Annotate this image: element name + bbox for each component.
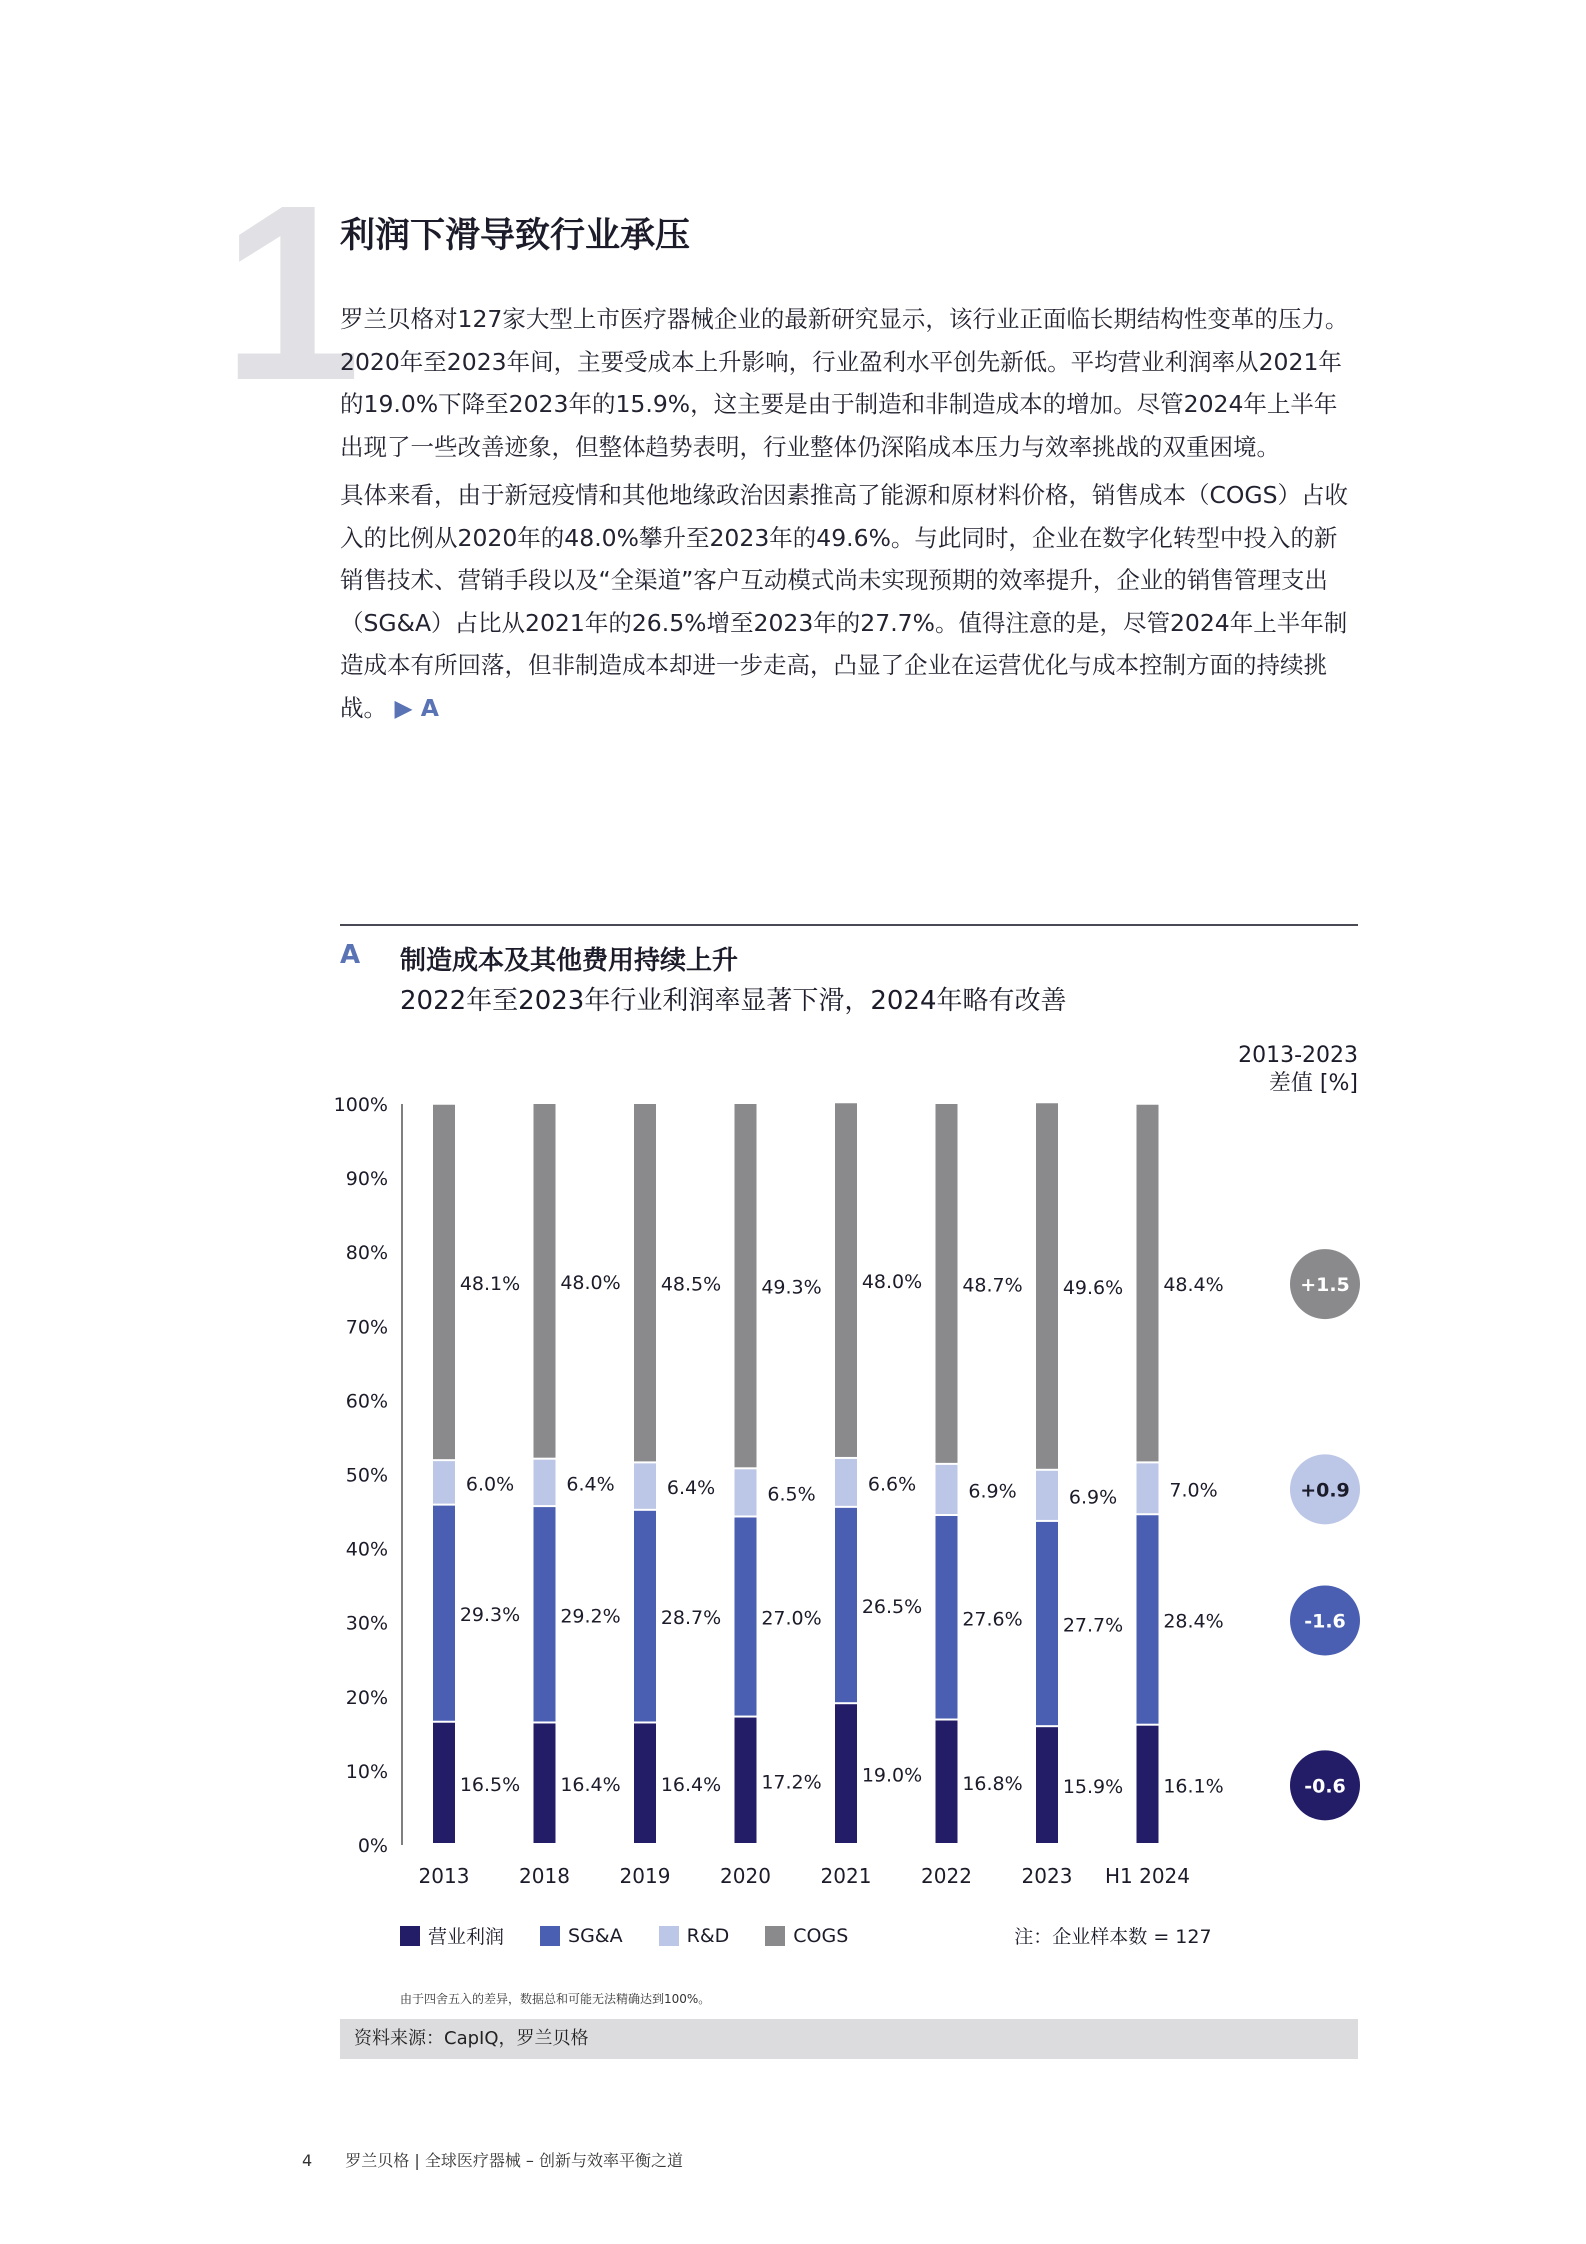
data-label: 48.7% [962, 1274, 1023, 1297]
bar-segment-营业利润 [735, 1718, 757, 1843]
data-label: 49.6% [1062, 1277, 1124, 1300]
legend-swatch [765, 1926, 785, 1946]
section-number: 1 [222, 153, 362, 432]
data-label: 48.0% [861, 1271, 923, 1294]
paragraph-1: 罗兰贝格对127家大型上市医疗器械企业的最新研究显示，该行业正面临长期结构性变革的压力。2020年至2023年间，主要受成本上升影响，行业盈利水平创先新低。平均营业利润率从2021年的19.0%下降至2023年的15.9%，这主要是由于制造和非制造成本的增加。尽管2024年上半年出现了一些改善迹象，但整体趋势表明，行业整体仍深陷成本压力与效率挑战的双重困境。 [340, 305, 1349, 461]
data-label: 6.9% [968, 1480, 1017, 1503]
data-label: 6.5% [767, 1483, 816, 1506]
page-number: 4 [302, 2151, 313, 2170]
data-label: 6.4% [666, 1477, 716, 1500]
bar-segment-营业利润 [1137, 1726, 1159, 1843]
figure-a-link[interactable]: ▶ A [394, 693, 439, 722]
data-label: 6.9% [1068, 1486, 1118, 1509]
x-tick-label: H1 2024 [1104, 1864, 1191, 1888]
y-tick-label: 90% [345, 1168, 388, 1191]
bar-segment-SG&A [433, 1506, 455, 1721]
bar-segment-SG&A [835, 1508, 857, 1702]
data-label: 7.0% [1169, 1479, 1218, 1502]
legend-swatch [540, 1926, 560, 1946]
y-tick-label: 70% [345, 1316, 388, 1339]
data-label: 48.1% [459, 1272, 521, 1295]
data-label: 27.0% [761, 1607, 822, 1630]
legend-label: SG&A [568, 1924, 623, 1947]
bar-segment-SG&A [1137, 1515, 1159, 1723]
data-label: 28.7% [660, 1607, 722, 1630]
difference-label: +0.9 [1300, 1479, 1350, 1502]
bar-segment-R&D [534, 1460, 556, 1505]
y-tick-label: 20% [345, 1686, 388, 1709]
bar-segment-COGS [1137, 1105, 1159, 1462]
footer-text: 罗兰贝格 | 全球医疗器械 – 创新与效率平衡之道 [345, 2151, 684, 2170]
difference-label: -0.6 [1304, 1775, 1346, 1798]
bar-segment-SG&A [1036, 1522, 1058, 1725]
legend-item-operating-profit [400, 1922, 504, 1949]
data-label: 16.5% [459, 1773, 521, 1796]
y-tick-label: 60% [345, 1390, 388, 1413]
bar-segment-COGS [534, 1104, 556, 1458]
data-label: 6.4% [566, 1473, 615, 1496]
bar-segment-营业利润 [634, 1723, 656, 1843]
data-label: 16.1% [1163, 1775, 1224, 1798]
data-label: 48.0% [560, 1271, 621, 1294]
data-label: 19.0% [861, 1764, 923, 1787]
legend-label: COGS [793, 1924, 849, 1947]
data-label: 16.4% [660, 1774, 722, 1797]
x-tick-label: 2019 [619, 1864, 671, 1888]
bar-segment-R&D [1137, 1463, 1159, 1513]
data-label: 48.4% [1163, 1274, 1224, 1297]
difference-header-unit: 差值 [%] [1268, 1071, 1358, 1096]
chart-legend [400, 1922, 1212, 1949]
data-label: 15.9% [1062, 1776, 1124, 1799]
data-label: 17.2% [761, 1771, 822, 1794]
y-tick-label: 10% [345, 1760, 388, 1783]
x-tick-label: 2023 [1021, 1864, 1073, 1888]
bar-segment-SG&A [936, 1516, 958, 1719]
data-label: 6.0% [465, 1473, 515, 1496]
data-label: 29.2% [560, 1605, 621, 1628]
bar-segment-COGS [634, 1104, 656, 1461]
bar-segment-R&D [634, 1463, 656, 1508]
bar-segment-COGS [735, 1104, 757, 1467]
difference-header-period: 2013-2023 [1238, 1043, 1358, 1068]
legend-item-sga [540, 1925, 623, 1947]
sample-size-note: 注：企业样本数 = 127 [1014, 1926, 1212, 1948]
bar-segment-SG&A [534, 1507, 556, 1721]
data-label: 49.3% [761, 1276, 822, 1299]
source-text: 资料来源：CapIQ，罗兰贝格 [354, 2028, 589, 2049]
y-tick-label: 0% [357, 1835, 388, 1857]
y-tick-label: 80% [345, 1242, 388, 1265]
x-tick-label: 2021 [820, 1864, 872, 1888]
x-tick-label: 2020 [720, 1864, 771, 1888]
data-label: 16.4% [560, 1774, 621, 1797]
y-tick-label: 40% [345, 1538, 388, 1561]
source-bar [340, 2019, 1358, 2059]
bar-segment-R&D [433, 1461, 455, 1503]
bar-segment-COGS [433, 1105, 455, 1459]
y-tick-label: 50% [345, 1464, 388, 1487]
bar-segment-营业利润 [835, 1704, 857, 1843]
legend-label: R&D [686, 1924, 730, 1947]
x-tick-label: 2013 [418, 1864, 470, 1888]
bar-segment-R&D [1036, 1471, 1058, 1520]
bar-segment-COGS [835, 1103, 857, 1457]
data-label: 26.5% [861, 1596, 923, 1619]
bar-segment-COGS [1036, 1103, 1058, 1469]
bar-segment-COGS [936, 1104, 958, 1463]
y-tick-label: 30% [345, 1612, 388, 1635]
figure-subtitle: 2022年至2023年行业利润率显著下滑，2024年略有改善 [400, 986, 1067, 1016]
data-label: 16.8% [962, 1772, 1023, 1795]
section-title: 利润下滑导致行业承压 [340, 216, 691, 256]
bar-segment-R&D [936, 1465, 958, 1514]
legend-label: 营业利润 [428, 1926, 505, 1948]
rounding-note: 由于四舍五入的差异，数据总和可能无法精确达到100%。 [400, 1992, 711, 2006]
data-label: 6.6% [867, 1473, 917, 1496]
x-tick-label: 2022 [921, 1864, 972, 1888]
figure-letter: A [340, 940, 361, 970]
legend-item-cogs [765, 1925, 848, 1947]
x-tick-label: 2018 [519, 1864, 570, 1888]
data-label: 27.6% [962, 1608, 1023, 1631]
legend-swatch [659, 1926, 679, 1946]
bar-segment-营业利润 [433, 1723, 455, 1843]
data-label: 28.4% [1163, 1610, 1224, 1633]
difference-label: -1.6 [1304, 1610, 1346, 1633]
data-label: 29.3% [459, 1604, 521, 1627]
y-tick-label: 100% [333, 1094, 388, 1116]
legend-swatch [400, 1926, 420, 1946]
page-footer [302, 2148, 683, 2171]
difference-label: +1.5 [1300, 1274, 1350, 1297]
figure-title: 制造成本及其他费用持续上升 [400, 946, 739, 976]
bar-segment-SG&A [634, 1511, 656, 1722]
legend-item-rd [659, 1925, 730, 1947]
bar-segment-SG&A [735, 1517, 757, 1715]
paragraph-2-text: 具体来看，由于新冠疫情和其他地缘政治因素推高了能源和原材料价格，销售成本（COGS）占收入的比例从2020年的48.0%攀升至2023年的49.6%。与此同时，企业在数字化转型中投入的新销售技术、营销手段以及“全渠道”客户互动模式尚未实现预期的效率提升，企业的销售管理支出（SG&A）占比从2021年的26.5%增至2023年的27.7%。值得注意的是，尽管2024年上半年制造成本有所回落，但非制造成本却进一步走高，凸显了企业在运营优化与成本控制方面的持续挑战。 [340, 481, 1349, 722]
bar-segment-营业利润 [534, 1723, 556, 1843]
data-label: 48.5% [660, 1273, 722, 1296]
data-label: 27.7% [1062, 1614, 1124, 1637]
bar-segment-营业利润 [1036, 1727, 1058, 1843]
bar-segment-R&D [735, 1469, 757, 1515]
bar-segment-R&D [835, 1459, 857, 1506]
bar-segment-营业利润 [936, 1721, 958, 1843]
